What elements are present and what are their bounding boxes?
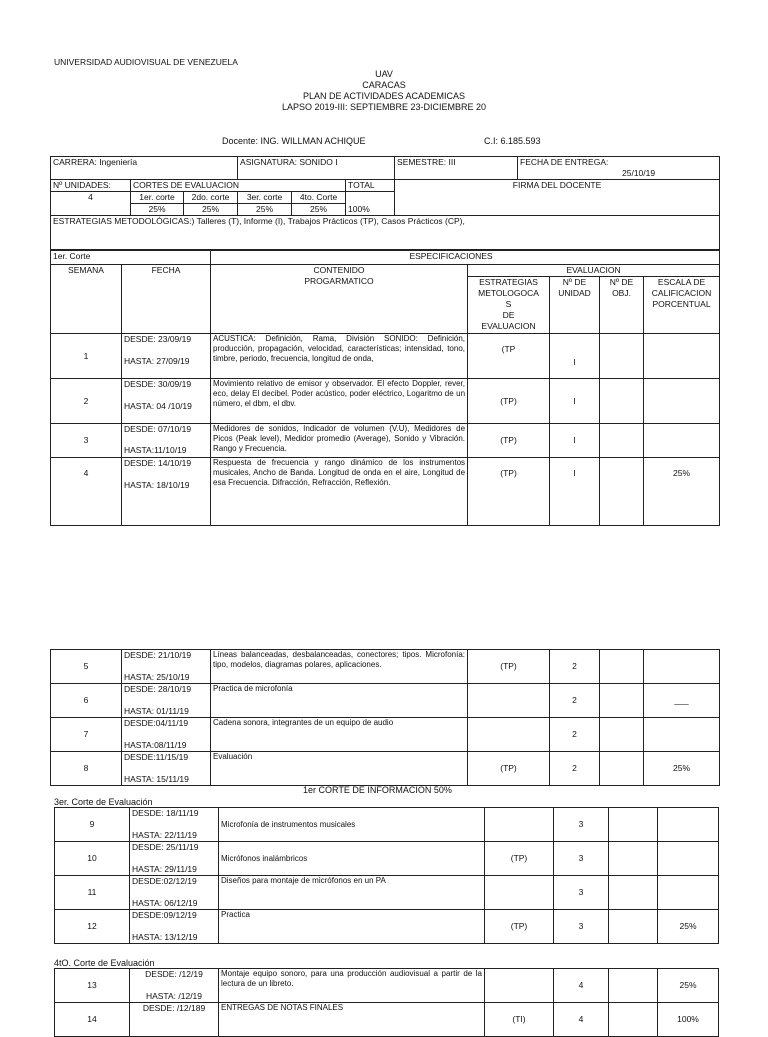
unit-cell: 2: [550, 650, 600, 684]
date-to: HASTA: 18/10/19: [124, 480, 190, 490]
table-row: [51, 684, 720, 718]
scale-cell: [658, 876, 719, 910]
delivery-date: 25/10/19: [622, 168, 656, 178]
date-from: DESDE:09/12/19: [132, 910, 197, 920]
obj-cell: [600, 424, 644, 458]
col-evaluacion: EVALUACION: [468, 265, 720, 277]
table-row: [55, 969, 719, 1003]
date-from: DESDE: /12/19: [145, 969, 203, 979]
date-from: DESDE: 18/11/19: [132, 808, 199, 818]
col-semana: SEMANA: [51, 265, 122, 334]
date-cell: [130, 969, 219, 1003]
unit-cell: I: [550, 334, 600, 379]
strategy-cell: (TI): [485, 1003, 554, 1037]
date-cell: [130, 910, 219, 944]
date-to: HASTA:11/10/19: [124, 445, 187, 455]
col-estrategias: ESTRATEGIAS METOLOGOCA S DE EVALUACION: [468, 277, 550, 334]
date-cell: [122, 684, 211, 718]
date-cell: [122, 752, 211, 786]
corte-3-pct: 25%: [238, 204, 292, 216]
subject-cell: ASIGNATURA: SONIDO I: [238, 157, 395, 180]
date-to: HASTA: 29/11/19: [132, 864, 197, 874]
content-cell: Líneas balanceadas, desbalanceadas, conectores; tipos. Microfonía: tipo, modelos, diagramas polares, aplicaciones.: [211, 650, 468, 684]
obj-cell: [609, 842, 658, 876]
strategy-cell: [468, 684, 550, 718]
delivery-label: FECHA DE ENTREGA:: [520, 157, 609, 167]
week-cell: 6: [51, 684, 122, 718]
date-to: HASTA:08/11/19: [124, 740, 187, 750]
unit-cell: 4: [554, 1003, 609, 1037]
strategies-cell: ESTRATEGIAS METODOLÓGICAS:) Talleres (T), Informe (I), Trabajos Prácticos (TP), Casos Prácticos (CP),: [51, 216, 720, 250]
scale-cell: 100%: [658, 1003, 719, 1037]
date-cell: [130, 1003, 219, 1037]
corte3-label: 3er. Corte de Evaluación: [54, 797, 153, 807]
date-cell: [122, 379, 211, 424]
table-row: [55, 1003, 719, 1037]
date-cell: [130, 842, 219, 876]
total-label: TOTAL: [346, 180, 395, 192]
strategy-cell: [485, 969, 554, 1003]
obj-cell: [600, 718, 644, 752]
date-cell: [122, 334, 211, 379]
corte-3-name: 3er. corte: [238, 192, 292, 204]
content-cell: Practica de microfonía: [211, 684, 468, 718]
date-from: DESDE: 28/10/19: [124, 684, 192, 694]
week-cell: 14: [55, 1003, 130, 1037]
obj-cell: [609, 910, 658, 944]
unit-cell: I: [550, 458, 600, 526]
corte-1-pct: 25%: [131, 204, 184, 216]
obj-cell: [609, 808, 658, 842]
date-to: HASTA: 27/09/19: [124, 356, 190, 366]
corte2-table: [50, 649, 720, 786]
week-cell: 1: [51, 334, 122, 379]
content-cell: Medidores de sonidos, Indicador de volumen (V.U), Medidores de Picos (Peak level), Medidor promedio (Average), Sonido y Vibración. Rango y Frecuencia.: [211, 424, 468, 458]
strategy-cell: (TP): [468, 650, 550, 684]
specs-label: ESPECIFICACIONES: [211, 251, 720, 265]
date-from: DESDE: 25/11/19: [132, 842, 199, 852]
strategy-cell: (TP): [468, 458, 550, 526]
content-cell: Practica: [219, 910, 485, 944]
date-from: DESDE: 23/09/19: [124, 334, 192, 344]
date-from: DESDE: /12/189: [142, 1003, 206, 1013]
obj-cell: [609, 969, 658, 1003]
date-from: DESDE: 21/10/19: [124, 650, 192, 660]
obj-cell: [600, 458, 644, 526]
week-cell: 12: [55, 910, 130, 944]
corte4-table: [54, 968, 719, 1037]
date-to: HASTA: 06/12/19: [132, 898, 198, 908]
date-to: HASTA: 22/11/19: [132, 830, 197, 840]
date-cell: [122, 650, 211, 684]
col-escala: ESCALA DE CALIFICACION PORCENTUAL: [644, 277, 720, 334]
date-from: DESDE: 14/10/19: [124, 458, 192, 468]
date-cell: [130, 808, 219, 842]
scale-cell: [644, 379, 720, 424]
strategy-cell: (TP): [485, 910, 554, 944]
date-cell: [122, 424, 211, 458]
date-cell: [122, 718, 211, 752]
content-cell: ENTREGAS DE NOTAS FINALES: [219, 1003, 485, 1037]
scale-cell: 25%: [644, 458, 720, 526]
semester-cell: SEMESTRE: III: [395, 157, 518, 180]
date-from: DESDE: 30/09/19: [124, 379, 192, 389]
strategy-cell: [468, 718, 550, 752]
col-obj: Nº DE OBJ.: [600, 277, 644, 334]
teacher-ci: C.I: 6.185.593: [484, 136, 541, 146]
obj-cell: [600, 334, 644, 379]
date-cell: [122, 458, 211, 526]
scale-cell: 25%: [658, 910, 719, 944]
scale-cell: [644, 718, 720, 752]
table-row: [55, 910, 719, 944]
info-table: [50, 156, 720, 250]
col-fecha: FECHA: [122, 265, 211, 334]
week-cell: 7: [51, 718, 122, 752]
corte-2-pct: 25%: [184, 204, 238, 216]
content-cell: Microfonía de instrumentos musicales: [219, 808, 485, 842]
content-cell: Evaluación: [211, 752, 468, 786]
corte4-label: 4tO. Corte de Evaluación: [54, 958, 155, 968]
table-row: [51, 424, 720, 458]
col-contenido: CONTENIDO PROGARMATICO: [211, 265, 468, 334]
unit-cell: 2: [550, 684, 600, 718]
header-city: CARACAS: [362, 80, 406, 90]
week-cell: 8: [51, 752, 122, 786]
unit-cell: 2: [550, 752, 600, 786]
scale-cell: 25%: [658, 969, 719, 1003]
strategy-cell: (TP): [468, 379, 550, 424]
date-to: HASTA: 01/11/19: [124, 706, 189, 716]
week-cell: 9: [55, 808, 130, 842]
col-unidad: Nº DE UNIDAD: [550, 277, 600, 334]
date-from: DESDE:11/15/19: [124, 752, 189, 762]
obj-cell: [609, 876, 658, 910]
table-row: [51, 334, 720, 379]
units-value: 4: [51, 192, 131, 216]
unit-cell: 3: [554, 910, 609, 944]
week-cell: 4: [51, 458, 122, 526]
table-row: [51, 650, 720, 684]
unit-cell: I: [550, 379, 600, 424]
strategy-cell: (TP: [468, 334, 550, 379]
content-cell: Diseños para montaje de micrófonos en un PA: [219, 876, 485, 910]
obj-cell: [600, 650, 644, 684]
strategy-cell: (TP): [468, 424, 550, 458]
date-to: HASTA: /12/19: [145, 991, 203, 1001]
table-row: [51, 379, 720, 424]
cortes-label: CORTES DE EVALUACION: [131, 180, 346, 192]
corte1-label: 1er. Corte: [51, 251, 211, 265]
content-cell: Montaje equipo sonoro, para una producción audiovisual a partir de la lectura de un libreto.: [219, 969, 485, 1003]
scale-cell: [644, 334, 720, 379]
obj-cell: [600, 752, 644, 786]
scale-cell: [644, 424, 720, 458]
obj-cell: [600, 379, 644, 424]
header-lapse: LAPSO 2019-III: SEPTIEMBRE 23-DICIEMBRE 20: [281, 102, 487, 112]
table-row: [55, 808, 719, 842]
career-cell: CARRERA: Ingeniería: [51, 157, 238, 180]
corte-4-name: 4to. Corte: [292, 192, 346, 204]
table-row: [51, 752, 720, 786]
scale-cell: [644, 650, 720, 684]
unit-cell: 3: [554, 808, 609, 842]
unit-cell: 4: [554, 969, 609, 1003]
scale-cell: 25%: [644, 752, 720, 786]
week-cell: 11: [55, 876, 130, 910]
content-cell: Micrófonos inalámbricos: [219, 842, 485, 876]
content-cell: Cadena sonora, integrantes de un equipo de audio: [211, 718, 468, 752]
units-label: Nº UNIDADES:: [51, 180, 131, 192]
date-to: HASTA: 04 /10/19: [124, 401, 192, 411]
date-from: DESDE:04/11/19: [124, 718, 189, 728]
content-cell: Respuesta de frecuencia y rango dinámico de los instrumentos musicales, Ancho de Banda. Longitud de onda en el aire, Longitud de esa Frecuencia. Difracción, Refracción, Reflexión.: [211, 458, 468, 526]
signature-cell: FIRMA DEL DOCENTE: [395, 180, 720, 216]
scale-cell: [658, 808, 719, 842]
obj-cell: [600, 684, 644, 718]
unit-cell: 3: [554, 876, 609, 910]
total-value: 100%: [346, 192, 395, 216]
strategy-cell: [485, 876, 554, 910]
corte-4-pct: 25%: [292, 204, 346, 216]
table-row: [55, 842, 719, 876]
unit-cell: 3: [554, 842, 609, 876]
table-row: [51, 458, 720, 526]
unit-cell: 2: [550, 718, 600, 752]
date-cell: [130, 876, 219, 910]
table-row: [55, 876, 719, 910]
date-from: DESDE: 07/10/19: [124, 424, 192, 434]
scale-cell: [658, 842, 719, 876]
week-cell: 2: [51, 379, 122, 424]
corte1-table: [50, 250, 720, 526]
week-cell: 3: [51, 424, 122, 458]
date-to: HASTA: 13/12/19: [132, 932, 198, 942]
teacher-name: Docente: ING. WILLMAN ACHIQUE: [222, 136, 366, 146]
table-row: [51, 718, 720, 752]
date-to: HASTA: 15/11/19: [124, 774, 189, 784]
corte2-footer: 1er CORTE DE INFORMACION 50%: [303, 785, 452, 795]
date-from: DESDE:02/12/19: [132, 876, 197, 886]
corte-1-name: 1er. corte: [131, 192, 184, 204]
content-cell: Movimiento relativo de emisor y observador. El efecto Doppler, rever, eco, delay El decibel. Poder acústico, poder eléctrico, Logaritmo de un número, el dbm, el dbv.: [211, 379, 468, 424]
obj-cell: [609, 1003, 658, 1037]
unit-cell: I: [550, 424, 600, 458]
week-cell: 13: [55, 969, 130, 1003]
university-name: UNIVERSIDAD AUDIOVISUAL DE VENEZUELA: [54, 57, 238, 67]
strategy-cell: [485, 808, 554, 842]
header-abbr: UAV: [375, 69, 393, 79]
header-plan: PLAN DE ACTIVIDADES ACADEMICAS: [302, 91, 466, 101]
scale-cell: ___: [644, 684, 720, 718]
week-cell: 5: [51, 650, 122, 684]
corte-2-name: 2do. corte: [184, 192, 238, 204]
content-cell: ACUSTICA: Definición, Rama, División SONIDO: Definición, producción, propagación, velocidad, características; intensidad, tono, timbre, periodo, frecuencia, longitud de onda,: [211, 334, 468, 379]
delivery-cell: [518, 157, 720, 180]
strategy-cell: (TP): [468, 752, 550, 786]
strategy-cell: (TP): [485, 842, 554, 876]
week-cell: 10: [55, 842, 130, 876]
date-to: HASTA: 25/10/19: [124, 672, 190, 682]
corte3-table: [54, 807, 719, 944]
